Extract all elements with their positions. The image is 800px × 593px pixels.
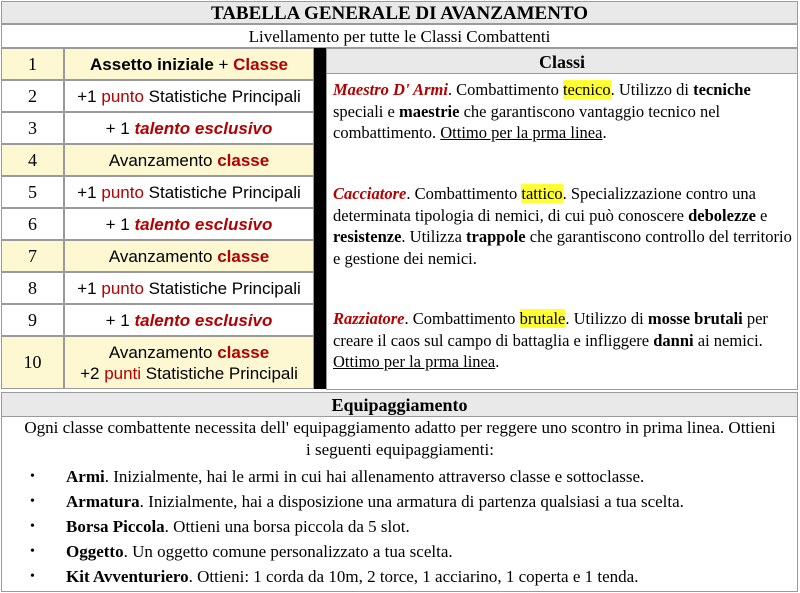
level-number: 10 <box>1 336 64 389</box>
text-run: Cacciatore <box>333 184 407 203</box>
level-number: 9 <box>1 304 64 336</box>
text-run: ai nemici. <box>693 330 763 350</box>
bullet-icon: • <box>30 494 35 509</box>
equipment-item-text <box>66 541 453 563</box>
text-run: Avanzamento <box>108 150 218 170</box>
level-line <box>106 214 273 235</box>
text-run: che garantiscono controllo del territorio e gestione dei nemici. <box>333 227 792 268</box>
text-run: . Combattimento <box>406 184 522 203</box>
text-run: Assetto iniziale <box>90 54 214 74</box>
equipment-item-text <box>66 566 638 588</box>
class-cacciatore <box>333 183 797 269</box>
text-run: . Specializzazione contro una determinata tipologia di nemici, di cui può conoscere <box>333 184 756 225</box>
text-run: +1 <box>77 182 102 202</box>
level-number: 6 <box>1 208 64 240</box>
bullet-icon: • <box>30 569 35 584</box>
level-number: 7 <box>1 240 64 272</box>
level-number: 4 <box>1 144 64 176</box>
text-run: tecniche <box>693 80 751 99</box>
equipment-item-desc: . Inizialmente, hai le armi in cui hai allenamento attraverso classe e sottoclasse. <box>104 467 645 486</box>
level-line <box>106 118 273 139</box>
text-run: Statistiche Principali <box>143 278 301 298</box>
level-line <box>80 363 298 384</box>
text-run: Avanzamento <box>108 246 218 266</box>
text-run: trappole <box>466 227 526 246</box>
text-run: talento esclusivo <box>134 310 273 330</box>
equipment-item-name: Armatura <box>66 492 140 511</box>
text-run: +1 <box>77 278 102 298</box>
text-run: punto <box>101 182 144 202</box>
equipment-item-desc: . Ottieni: 1 corda da 10m, 2 torce, 1 acciarino, 1 coperta e 1 tenda. <box>188 567 639 586</box>
level-description <box>64 336 314 389</box>
text-run: mosse brutali <box>647 309 743 328</box>
text-run: punto <box>101 86 144 106</box>
text-run: . <box>602 123 607 142</box>
equipment-heading: Equipaggiamento <box>1 392 798 417</box>
level-number: 5 <box>1 176 64 208</box>
level-description <box>64 144 314 176</box>
bullet-icon: • <box>30 469 35 484</box>
text-run: per creare il caos sul campo di battaglia e infliggere <box>333 309 768 350</box>
text-run: Maestro D' Armi <box>333 80 448 99</box>
equipment-item-name: Borsa Piccola <box>66 517 165 536</box>
level-line <box>109 246 269 267</box>
equipment-item-name: Armi <box>66 467 105 486</box>
classes-heading: Classi <box>326 48 798 74</box>
text-run: tecnico <box>562 80 611 99</box>
level-description <box>64 112 314 144</box>
text-run: Ottimo per la prma linea <box>333 352 496 371</box>
equipment-item-name: Kit Avventuriero <box>66 567 189 586</box>
level-number: 3 <box>1 112 64 144</box>
text-run: +2 <box>80 363 105 383</box>
level-number: 8 <box>1 272 64 304</box>
level-description <box>64 304 314 336</box>
table-subtitle: Livellamento per tutte le Classi Combattenti <box>1 24 798 48</box>
text-run: . <box>495 352 500 371</box>
level-line <box>109 342 269 363</box>
text-run: danni <box>653 330 694 350</box>
text-run: Statistiche Principali <box>143 182 301 202</box>
text-run: e <box>755 205 768 225</box>
text-run: Classe <box>233 54 288 74</box>
text-run: + 1 <box>105 310 135 330</box>
text-run: tattico <box>521 184 563 203</box>
level-description <box>64 240 314 272</box>
text-run: Razziatore <box>333 309 405 328</box>
level-line <box>77 278 301 299</box>
level-line <box>109 150 269 171</box>
level-line <box>77 86 301 107</box>
text-run: talento esclusivo <box>134 214 273 234</box>
text-run: brutale <box>519 309 566 328</box>
text-run: punti <box>104 363 142 383</box>
level-description <box>64 208 314 240</box>
level-description <box>64 48 314 80</box>
text-run: . Combattimento <box>447 80 563 99</box>
text-run: Statistiche Principali <box>141 363 298 383</box>
text-run: speciali e <box>333 101 399 121</box>
level-description <box>64 176 314 208</box>
level-number: 1 <box>1 48 64 80</box>
level-number: 2 <box>1 80 64 112</box>
text-run: maestrie <box>398 101 460 121</box>
text-run: + 1 <box>105 118 135 138</box>
text-run: resistenze <box>333 227 402 246</box>
level-description <box>64 80 314 112</box>
equipment-intro: Ogni classe combattente necessita dell' equipaggiamento adatto per reggere uno scontro in prima linea. Ottieni i seguenti equipaggiamenti: <box>24 418 776 459</box>
class-razziatore <box>333 308 797 373</box>
equipment-item-desc: . Ottieni una borsa piccola da 5 slot. <box>164 517 410 536</box>
level-line <box>106 310 273 331</box>
equipment-item-desc: . Inizialmente, hai a disposizione una armatura di partenza qualsiasi a tua scelta. <box>139 492 684 511</box>
text-run: . Combattimento <box>404 309 520 328</box>
bullet-icon: • <box>30 519 35 534</box>
text-run: + <box>213 54 234 74</box>
bullet-icon: • <box>30 544 35 559</box>
equipment-item-text <box>66 491 684 513</box>
text-run: debolezze <box>688 205 756 225</box>
text-run: Ottimo per la prma linea <box>440 123 603 142</box>
text-run: . Utilizza <box>401 227 467 246</box>
text-run: + 1 <box>105 214 135 234</box>
text-run: Avanzamento <box>108 342 218 362</box>
classes-panel <box>326 48 798 390</box>
table-title: TABELLA GENERALE DI AVANZAMENTO <box>1 1 798 24</box>
text-run: +1 <box>77 86 102 106</box>
text-run: classe <box>217 342 270 362</box>
class-maestro-darmi <box>333 79 797 144</box>
text-run: che garantiscono vantaggio tecnico nel combattimento. <box>333 101 721 142</box>
level-line <box>90 54 288 75</box>
level-line <box>77 182 301 203</box>
equipment-item-text <box>66 516 410 538</box>
text-run: classe <box>217 150 270 170</box>
text-run: classe <box>217 246 270 266</box>
equipment-item-text <box>66 466 644 488</box>
column-divider <box>314 48 326 389</box>
text-run: . Utilizzo di <box>565 309 648 328</box>
level-description <box>64 272 314 304</box>
text-run: punto <box>101 278 144 298</box>
text-run: . Utilizzo di <box>610 80 694 99</box>
text-run: Statistiche Principali <box>143 86 301 106</box>
equipment-item-name: Oggetto <box>66 542 124 561</box>
equipment-item-desc: . Un oggetto comune personalizzato a tua scelta. <box>123 542 453 561</box>
text-run: talento esclusivo <box>134 118 273 138</box>
